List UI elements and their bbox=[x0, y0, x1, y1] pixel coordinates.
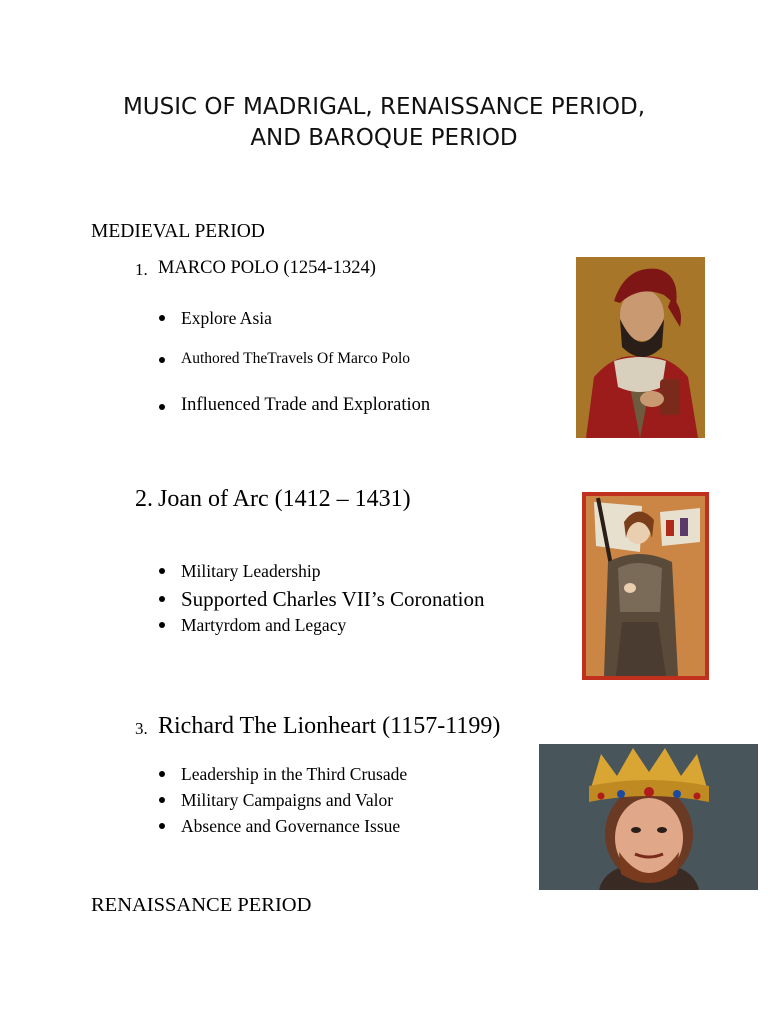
bullet-icon bbox=[159, 797, 165, 803]
bullet-icon bbox=[159, 823, 165, 829]
figure-2-name: Joan of Arc (1412 – 1431) bbox=[158, 486, 411, 512]
medieval-heading: MEDIEVAL PERIOD bbox=[91, 221, 265, 242]
bullet-icon bbox=[159, 404, 165, 410]
bullet-icon bbox=[159, 771, 165, 777]
figure-2-number: 2. bbox=[135, 486, 153, 512]
richard-lionheart-portrait bbox=[539, 744, 758, 890]
figure-2-bullet-2: Supported Charles VII’s Coronation bbox=[181, 587, 485, 611]
figure-1-bullet-1: Explore Asia bbox=[181, 308, 272, 328]
title-line-2: AND BAROQUE PERIOD bbox=[250, 125, 518, 151]
figure-2-bullet-1: Military Leadership bbox=[181, 561, 321, 581]
figure-1-bullet-3: Influenced Trade and Exploration bbox=[181, 395, 431, 415]
figure-3-name: Richard The Lionheart (1157-1199) bbox=[158, 713, 501, 739]
figure-3-bullet-2: Military Campaigns and Valor bbox=[181, 790, 394, 810]
marco-polo-portrait bbox=[576, 257, 705, 438]
bullet-icon bbox=[159, 315, 165, 321]
bullet-icon bbox=[159, 596, 165, 602]
figure-1-bullet-2: Authored TheTravels Of Marco Polo bbox=[181, 350, 411, 367]
renaissance-heading: RENAISSANCE PERIOD bbox=[91, 894, 312, 916]
bullet-icon bbox=[159, 622, 165, 628]
figure-3-bullet-3: Absence and Governance Issue bbox=[181, 816, 401, 836]
figure-3-bullet-1: Leadership in the Third Crusade bbox=[181, 764, 408, 784]
joan-of-arc-portrait bbox=[582, 492, 709, 680]
title-line-1: MUSIC OF MADRIGAL, RENAISSANCE PERIOD, bbox=[122, 94, 646, 120]
figure-2-bullet-3: Martyrdom and Legacy bbox=[181, 615, 347, 635]
figure-1-number: 1. bbox=[135, 260, 148, 279]
bullet-icon bbox=[159, 357, 165, 363]
document-title bbox=[60, 92, 708, 154]
figure-3-number: 3. bbox=[135, 719, 148, 738]
figure-1-name: MARCO POLO (1254-1324) bbox=[158, 258, 376, 278]
bullet-icon bbox=[159, 568, 165, 574]
